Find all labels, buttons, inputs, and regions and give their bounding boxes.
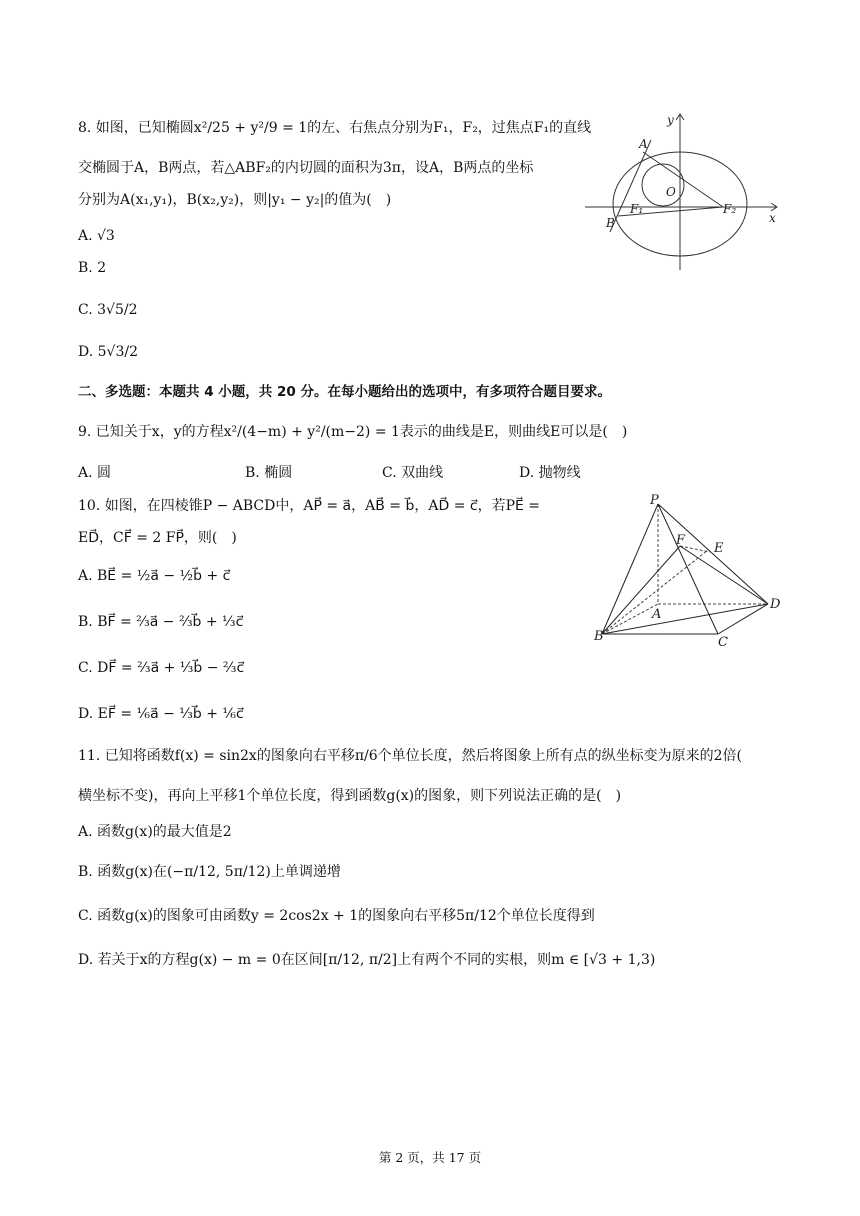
q11-option-b: B. 函数g(x)在(−π/12, 5π/12)上单调递增	[78, 864, 341, 880]
label-a: A	[652, 607, 662, 622]
q8-option-a: A. √3	[78, 228, 115, 244]
q9-option-b: B. 椭圆	[245, 465, 293, 481]
label-p: P	[650, 493, 659, 508]
label-x: x	[769, 211, 776, 225]
label-a: A	[639, 137, 648, 151]
q9-options	[78, 462, 581, 482]
label-f2: F₂	[723, 202, 737, 216]
q10-stem-line2: ED⃗，CF⃗ = 2 FP⃗，则( )	[78, 530, 237, 546]
label-b: B	[594, 629, 604, 644]
label-f: F	[676, 533, 686, 548]
label-d: D	[770, 597, 781, 612]
q10-option-b: B. BF⃗ = ⅔a⃗ − ⅔b⃗ + ⅓c⃗	[78, 614, 244, 630]
label-c: C	[718, 635, 728, 650]
label-y: y	[667, 113, 674, 127]
q11-option-c: C. 函数g(x)的图象可由函数y = 2cos2x + 1的图象向右平移5π/12个单位长度得到	[78, 908, 595, 924]
pyramid-figure	[590, 490, 790, 650]
q8-option-c: C. 3√5/2	[78, 302, 138, 318]
section-heading: 二、多选题：本题共 4 小题，共 20 分。在每小题给出的选项中，有多项符合题目要求。	[78, 384, 611, 400]
q8-stem-line1: 8. 如图，已知椭圆x²/25 + y²/9 = 1的左、右焦点分别为F₁，F₂，过焦点F₁的直线	[78, 120, 592, 136]
q10-option-d: D. EF⃗ = ⅙a⃗ − ⅓b⃗ + ⅙c⃗	[78, 706, 244, 722]
q10-stem-line1: 10. 如图，在四棱锥P − ABCD中，AP⃗ = a⃗，AB⃗ = b⃗，AD⃗ = c⃗，若PE⃗ =	[78, 498, 541, 514]
label-e: E	[714, 541, 724, 556]
q9-option-c: C. 双曲线	[382, 465, 444, 481]
label-b: B	[606, 216, 615, 230]
q11-stem-line2: 横坐标不变)，再向上平移1个单位长度，得到函数g(x)的图象，则下列说法正确的是( )	[78, 788, 622, 804]
q8-option-d: D. 5√3/2	[78, 344, 138, 360]
label-o: O	[666, 185, 676, 199]
q9-stem: 9. 已知关于x，y的方程x²/(4−m) + y²/(m−2) = 1表示的曲线是E，则曲线E可以是( )	[78, 424, 628, 440]
ellipse-figure	[585, 110, 785, 275]
q8-stem-line3: 分别为A(x₁,y₁)，B(x₂,y₂)，则|y₁ − y₂|的值为( )	[78, 192, 392, 208]
q10-option-a: A. BE⃗ = ½a⃗ − ½b⃗ + c⃗	[78, 568, 231, 584]
q11-option-a: A. 函数g(x)的最大值是2	[78, 824, 232, 840]
q9-option-d: D. 抛物线	[519, 465, 581, 481]
q10-option-c: C. DF⃗ = ⅔a⃗ + ⅓b⃗ − ⅔c⃗	[78, 660, 245, 676]
q8-stem-line2: 交椭圆于A，B两点，若△ABF₂的内切圆的面积为3π，设A，B两点的坐标	[78, 160, 534, 176]
q11-option-d: D. 若关于x的方程g(x) − m = 0在区间[π/12, π/2]上有两个不同的实根，则m ∈ [√3 + 1,3)	[78, 952, 656, 968]
q11-stem-line1: 11. 已知将函数f(x) = sin2x的图象向右平移π/6个单位长度，然后将图象上所有点的纵坐标变为原来的2倍(	[78, 748, 743, 764]
q8-option-b: B. 2	[78, 260, 107, 276]
label-f1: F₁	[630, 202, 644, 216]
q9-option-a: A. 圆	[78, 465, 112, 481]
page-footer: 第 2 页，共 17 页	[378, 1150, 482, 1165]
